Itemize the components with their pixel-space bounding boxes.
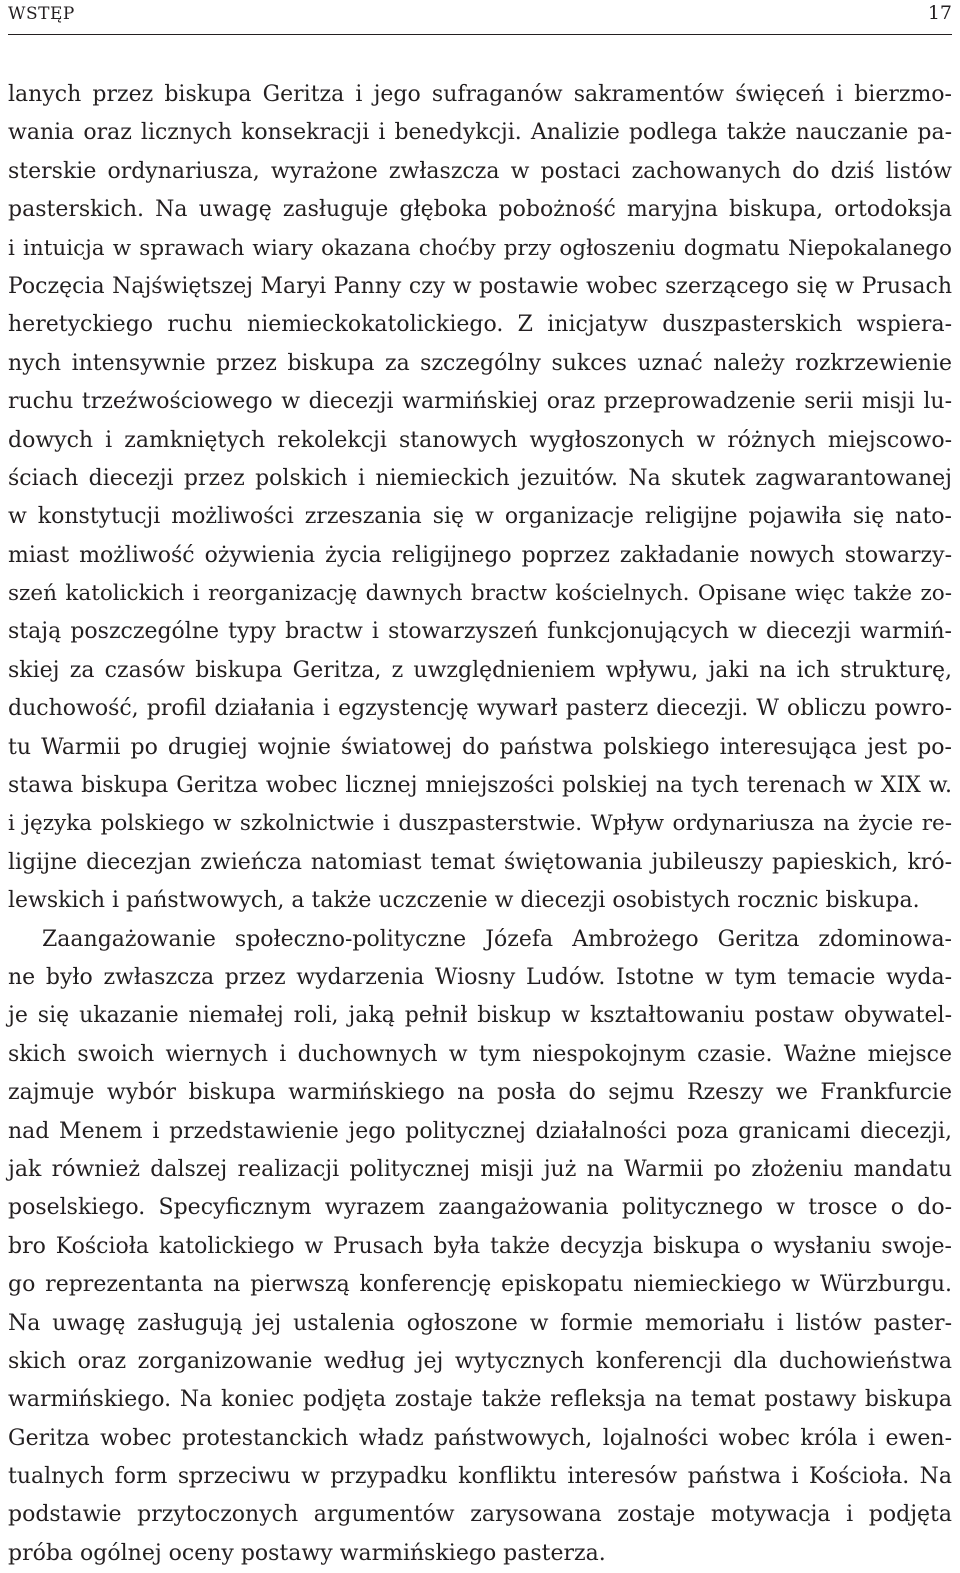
running-header bbox=[8, 0, 952, 35]
text-line: Na uwagę zasługują jej ustalenia ogłoszone w formie memoriału i listów paster- bbox=[8, 1310, 952, 1336]
text-line: stawa biskupa Geritza wobec licznej mniejszości polskiej na tych terenach w XIX w. bbox=[8, 773, 952, 799]
text-line: w konstytucji możliwości zrzeszania się w organizacje religijne pojawiła się nato- bbox=[8, 504, 952, 530]
text-line: tu Warmii po drugiej wojnie światowej do państwa polskiego interesująca jest po- bbox=[8, 734, 952, 760]
text-line: Geritza wobec protestanckich władz państwowych, lojalności wobec króla i ewen- bbox=[8, 1425, 952, 1451]
text-line: zajmuje wybór biskupa warmińskiego na posła do sejmu Rzeszy we Frankfurcie bbox=[8, 1080, 952, 1106]
text-line: próba ogólnej oceny postawy warmińskiego pasterza. bbox=[8, 1540, 606, 1566]
text-line: ne było zwłaszcza przez wydarzenia Wiosny Ludów. Istotne w tym temacie wyda- bbox=[8, 964, 952, 990]
text-line: miast możliwość ożywienia życia religijnego poprzez zakładanie nowych stowarzy- bbox=[8, 542, 952, 568]
text-line: lewskich i państwowych, a także uczczenie w diecezji osobistych rocznic biskupa. bbox=[8, 888, 920, 914]
text-line: skich oraz zorganizowanie według jej wytycznych konferencji dla duchowieństwa bbox=[8, 1348, 952, 1374]
text-line: sterskie ordynariusza, wyrażone zwłaszcza w postaci zachowanych do dziś listów bbox=[8, 158, 952, 184]
paragraph bbox=[8, 921, 952, 1573]
section-title: WSTĘP bbox=[8, 4, 75, 24]
text-line: heretyckiego ruchu niemieckokatolickiego. Z inicjatyw duszpasterskich wspiera- bbox=[8, 312, 952, 338]
text-line: go reprezentanta na pierwszą konferencję episkopatu niemieckiego w Würzburgu. bbox=[8, 1272, 952, 1298]
text-line: dowych i zamkniętych rekolekcji stanowych wygłoszonych w różnych miejscowo- bbox=[8, 427, 952, 453]
text-line: tualnych form sprzeciwu w przypadku konfliktu interesów państwa i Kościoła. Na bbox=[8, 1464, 952, 1490]
text-line: podstawie przytoczonych argumentów zarysowana zostaje motywacja i podjęta bbox=[8, 1502, 952, 1528]
text-line: pasterskich. Na uwagę zasługuje głęboka pobożność maryjna biskupa, ortodoksja bbox=[8, 197, 952, 223]
text-line: lanych przez biskupa Geritza i jego sufraganów sakramentów święceń i bierzmo- bbox=[8, 82, 952, 107]
text-line: skich swoich wiernych i duchownych w tym niespokojnym czasie. Ważne miejsce bbox=[8, 1041, 952, 1067]
text-line: poselskiego. Specyficznym wyrazem zaangażowania politycznego w trosce o do- bbox=[8, 1195, 952, 1221]
text-line: jak również dalszej realizacji politycznej misji już na Warmii po złożeniu mandatu bbox=[8, 1156, 952, 1182]
text-line: je się ukazanie niemałej roli, jaką pełnił biskup w kształtowaniu postaw obywatel- bbox=[8, 1003, 952, 1029]
text-line: wania oraz licznych konsekracji i benedykcji. Analizie podlega także nauczanie pa- bbox=[8, 120, 952, 146]
text-line: bro Kościoła katolickiego w Prusach była także decyzja biskupa o wysłaniu swoje- bbox=[8, 1233, 952, 1259]
text-line: Zaangażowanie społeczno-polityczne Józefa Ambrożego Geritza zdominowa- bbox=[42, 926, 952, 952]
text-line: nych intensywnie przez biskupa za szczególny sukces uznać należy rozkrzewienie bbox=[8, 350, 952, 376]
text-line: i języka polskiego w szkolnictwie i duszpasterstwie. Wpływ ordynariusza na życie re- bbox=[8, 811, 952, 837]
text-line: ściach diecezji przez polskich i niemieckich jezuitów. Na skutek zagwarantowanej bbox=[8, 465, 952, 491]
text-line: nad Menem i przedstawienie jego politycznej działalności poza granicami diecezji, bbox=[8, 1118, 952, 1144]
text-line: ruchu trzeźwościowego w diecezji warmińskiej oraz przeprowadzenie serii misji lu- bbox=[8, 389, 952, 415]
text-line: warmińskiego. Na koniec podjęta zostaje także refleksja na temat postawy biskupa bbox=[8, 1387, 952, 1413]
text-line: i intuicja w sprawach wiary okazana choćby przy ogłoszeniu dogmatu Niepokalanego bbox=[8, 235, 952, 261]
text-line: szeń katolickich i reorganizację dawnych bractw kościelnych. Opisane więc także zo- bbox=[8, 581, 952, 607]
body-text bbox=[8, 76, 952, 1573]
text-line: stają poszczególne typy bractw i stowarzyszeń funkcjonujących w diecezji warmiń- bbox=[8, 619, 952, 645]
text-line: Poczęcia Najświętszej Maryi Panny czy w postawie wobec szerzącego się w Prusach bbox=[8, 273, 952, 299]
page-number: 17 bbox=[927, 2, 952, 24]
paragraph bbox=[8, 76, 952, 921]
text-line: duchowość, profil działania i egzystencję wywarł pasterz diecezji. W obliczu powro- bbox=[8, 696, 952, 722]
text-line: skiej za czasów biskupa Geritza, z uwzględnieniem wpływu, jaki na ich strukturę, bbox=[8, 657, 952, 683]
text-line: ligijne diecezjan zwieńcza natomiast temat świętowania jubileuszy papieskich, kró- bbox=[8, 849, 952, 875]
